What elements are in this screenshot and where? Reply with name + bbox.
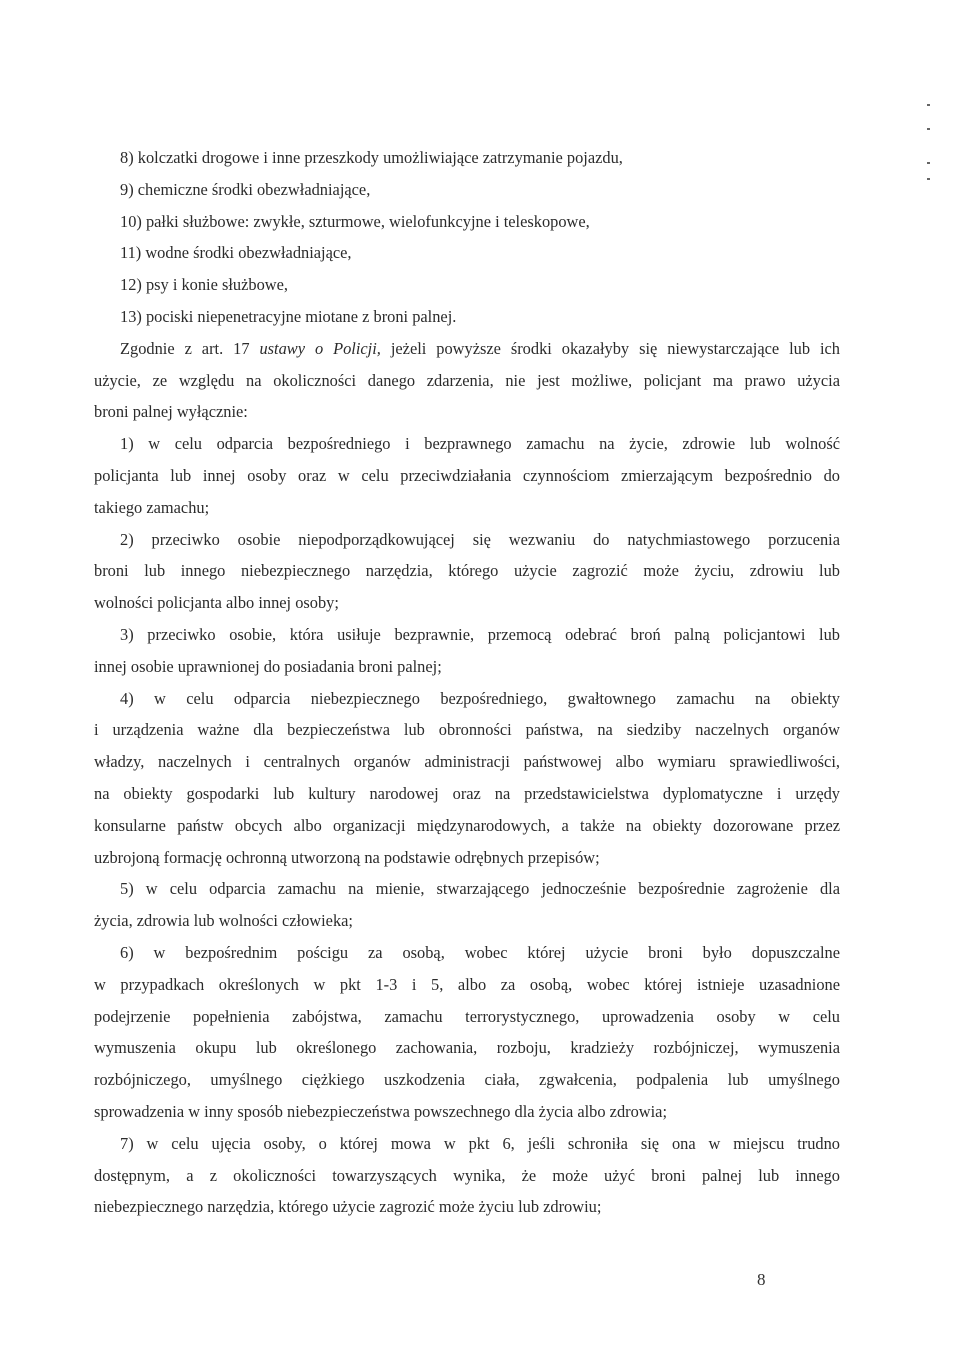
paragraph-line: życia, zdrowia lub wolności człowieka; [94, 911, 353, 931]
paragraph-line: dostępnym, a z okoliczności towarzyszących wynika, że może użyć broni palnej lub innego [94, 1165, 840, 1185]
paragraph-line: policjanta lub innej osoby oraz w celu przeciwdziałania czynnościom zmierzającym bezpośrednio do [94, 465, 840, 485]
paragraph-line: wolności policjanta albo innej osoby; [94, 593, 339, 613]
list-item: 10) pałki służbowe: zwykłe, szturmowe, wielofunkcyjne i teleskopowe, [120, 211, 590, 231]
paragraph-line: takiego zamachu; [94, 497, 210, 517]
list-item: 8) kolczatki drogowe i inne przeszkody umożliwiające zatrzymanie pojazdu, [120, 148, 623, 167]
statute-title: ustawy o Policji, [259, 338, 381, 358]
paragraph-line: i urządzenia ważne dla bezpieczeństwa lub obronności państwa, na siedziby naczelnych organów [94, 720, 840, 740]
paragraph-line: rozbójniczego, umyślnego ciężkiego uszkodzenia ciała, zgwałcenia, podpalenia lub umyślnego [94, 1070, 840, 1090]
list-item: 9) chemiczne środki obezwładniające, [120, 179, 371, 199]
scan-mark [927, 128, 930, 130]
page-number: 8 [757, 1270, 766, 1289]
paragraph-line: broni lub innego niebezpiecznego narzędzia, którego użycie zagrozić może życiu, zdrowiu lub [94, 561, 840, 581]
paragraph-line: 3) przeciwko osobie, która usiłuje bezprawnie, przemocą odebrać broń palną policjantowi lub [120, 624, 840, 644]
paragraph-line: innej osobie uprawnionej do posiadania broni palnej; [94, 656, 442, 676]
paragraph-line: władzy, naczelnych i centralnych organów administracji państwowej albo wymiaru sprawiedliwości, [94, 752, 840, 772]
numbered-paragraphs [94, 428, 840, 1223]
paragraph-line: 4) w celu odparcia niebezpiecznego bezpośredniego, gwałtownego zamachu na obiekty [120, 688, 840, 708]
list-item: 13) pociski niepenetracyjne miotane z broni palnej. [120, 306, 457, 326]
intro-line-1: Zgodnie z art. 17 ustawy o Policji, jeżeli powyższe środki okazałyby się niewystarczające lub ich [120, 338, 840, 358]
paragraph-line: sprowadzenia w inny sposób niebezpieczeństwa powszechnego dla życia albo zdrowia; [94, 1101, 668, 1121]
scan-mark [927, 162, 930, 164]
paragraph-line: podejrzenie popełnienia zabójstwa, zamachu terrorystycznego, uprowadzenia osoby w celu [94, 1006, 840, 1026]
paragraph-line: 7) w celu ujęcia osoby, o której mowa w pkt 6, jeśli schroniła się ona w miejscu trudno [120, 1133, 840, 1153]
intro-line-3: broni palnej wyłącznie: [94, 402, 248, 422]
document-body [94, 142, 840, 1223]
paragraph-line: 1) w celu odparcia bezpośredniego i bezprawnego zamachu na życie, zdrowie lub wolność [120, 434, 840, 454]
list-item: 12) psy i konie służbowe, [120, 275, 288, 295]
scan-mark [927, 178, 930, 180]
paragraph-line: uzbrojoną formację ochronną utworzoną na podstawie odrębnych przepisów; [94, 847, 600, 867]
paragraph-line: w przypadkach określonych w pkt 1-3 i 5, albo za osobą, wobec której istnieje uzasadnione [94, 974, 840, 994]
intro-line-2: użycie, ze względu na okoliczności danego zdarzenia, nie jest możliwe, policjant ma prawo użycia [94, 370, 840, 390]
paragraph-line: niebezpiecznego narzędzia, którego użycie zagrozić może życiu lub zdrowiu; [94, 1197, 602, 1217]
scan-mark [927, 104, 930, 106]
paragraph-line: 2) przeciwko osobie niepodporządkowującej się wezwaniu do natychmiastowego porzucenia [120, 529, 840, 549]
paragraph-line: wymuszenia okupu lub określonego zachowania, rozboju, kradzieży rozbójniczej, wymuszenia [94, 1038, 840, 1058]
paragraph-line: 6) w bezpośrednim pościgu za osobą, wobec której użycie broni było dopuszczalne [120, 942, 840, 962]
paragraph-line: na obiekty gospodarki lub kultury narodowej oraz na przedstawicielstwa dyplomatyczne i urzędy [94, 783, 840, 803]
paragraph-line: konsularne państw obcych albo organizacji międzynarodowych, a także na obiekty dozorowane przez [94, 815, 840, 835]
list-item: 11) wodne środki obezwładniające, [120, 243, 352, 263]
paragraph-line: 5) w celu odparcia zamachu na mienie, stwarzającego jednocześnie bezpośrednie zagrożenie dla [120, 879, 840, 899]
